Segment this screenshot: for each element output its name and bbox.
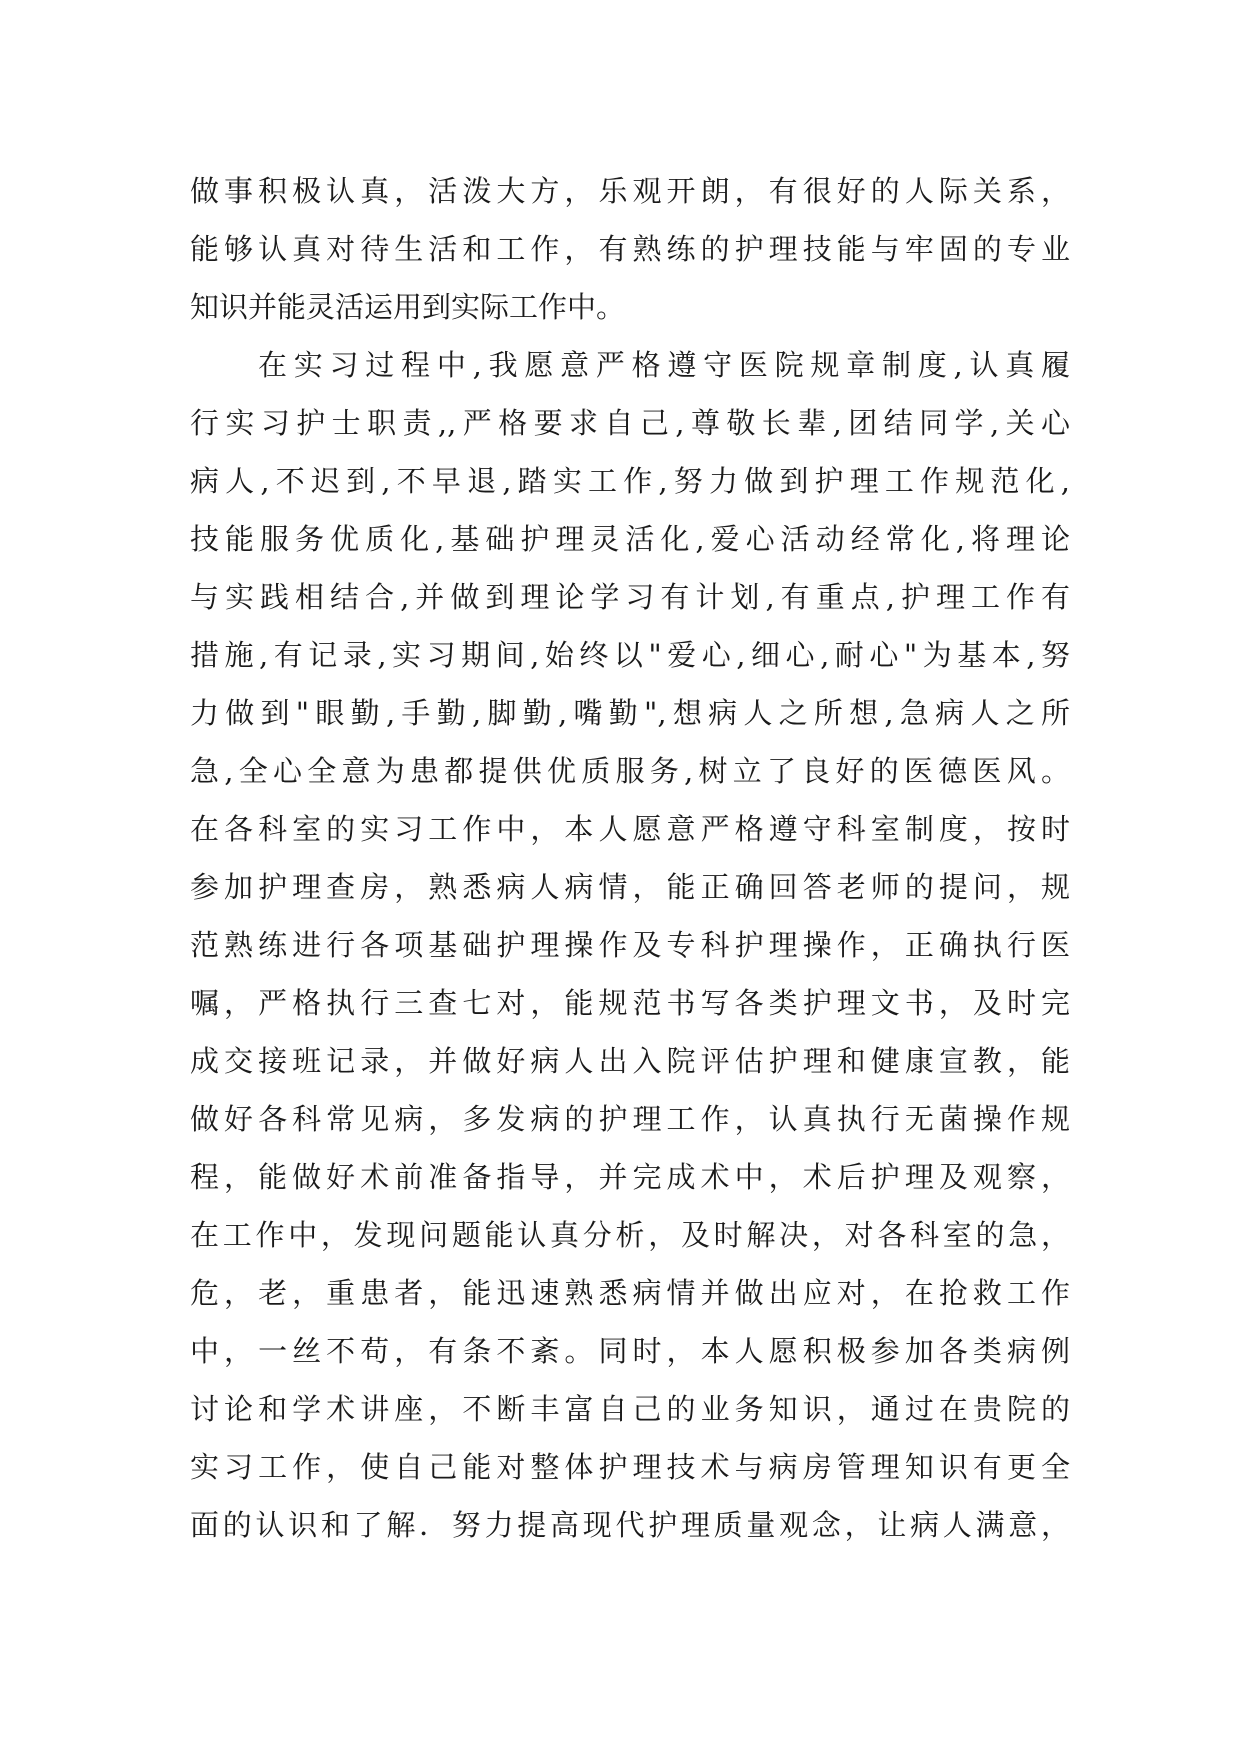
text-line: 行实习护士职责,,严格要求自己,尊敬长辈,团结同学,关心 xyxy=(190,406,1070,440)
document-body xyxy=(190,162,1070,1554)
text-line: 嘱，严格执行三查七对，能规范书写各类护理文书，及时完 xyxy=(190,986,1070,1020)
text-line: 力做到"眼勤,手勤,脚勤,嘴勤",想病人之所想,急病人之所 xyxy=(190,696,1070,730)
text-line: 措施,有记录,实习期间,始终以"爱心,细心,耐心"为基本,努 xyxy=(190,638,1070,672)
text-line: 能够认真对待生活和工作，有熟练的护理技能与牢固的专业 xyxy=(190,232,1070,266)
text-line: 技能服务优质化,基础护理灵活化,爱心活动经常化,将理论 xyxy=(190,522,1070,556)
text-line: 急,全心全意为患都提供优质服务,树立了良好的医德医风。 xyxy=(190,754,1070,788)
text-line: 做好各科常见病，多发病的护理工作，认真执行无菌操作规 xyxy=(190,1102,1070,1136)
text-line: 成交接班记录，并做好病人出入院评估护理和健康宣教，能 xyxy=(190,1044,1070,1078)
paragraph-first-line: 在实习过程中,我愿意严格遵守医院规章制度,认真履 xyxy=(258,348,1070,382)
text-line: 讨论和学术讲座，不断丰富自己的业务知识，通过在贵院的 xyxy=(190,1392,1070,1426)
text-line: 危，老，重患者，能迅速熟悉病情并做出应对，在抢救工作 xyxy=(190,1276,1070,1310)
text-line: 在各科室的实习工作中，本人愿意严格遵守科室制度，按时 xyxy=(190,812,1070,846)
text-line: 程，能做好术前准备指导，并完成术中，术后护理及观察， xyxy=(190,1160,1070,1194)
text-line: 面的认识和了解．努力提高现代护理质量观念，让病人满意， xyxy=(190,1508,1070,1542)
text-line: 做事积极认真，活泼大方，乐观开朗，有很好的人际关系， xyxy=(190,174,1070,208)
text-line: 病人,不迟到,不早退,踏实工作,努力做到护理工作规范化, xyxy=(190,464,1070,498)
text-line: 与实践相结合,并做到理论学习有计划,有重点,护理工作有 xyxy=(190,580,1070,614)
text-line: 参加护理查房，熟悉病人病情，能正确回答老师的提问，规 xyxy=(190,870,1070,904)
text-line: 知识并能灵活运用到实际工作中。 xyxy=(190,290,626,324)
text-line: 实习工作，使自己能对整体护理技术与病房管理知识有更全 xyxy=(190,1450,1070,1484)
text-line: 中，一丝不苟，有条不紊。同时，本人愿积极参加各类病例 xyxy=(190,1334,1070,1368)
text-line: 在工作中，发现问题能认真分析，及时解决，对各科室的急， xyxy=(190,1218,1070,1252)
text-line: 范熟练进行各项基础护理操作及专科护理操作，正确执行医 xyxy=(190,928,1070,962)
